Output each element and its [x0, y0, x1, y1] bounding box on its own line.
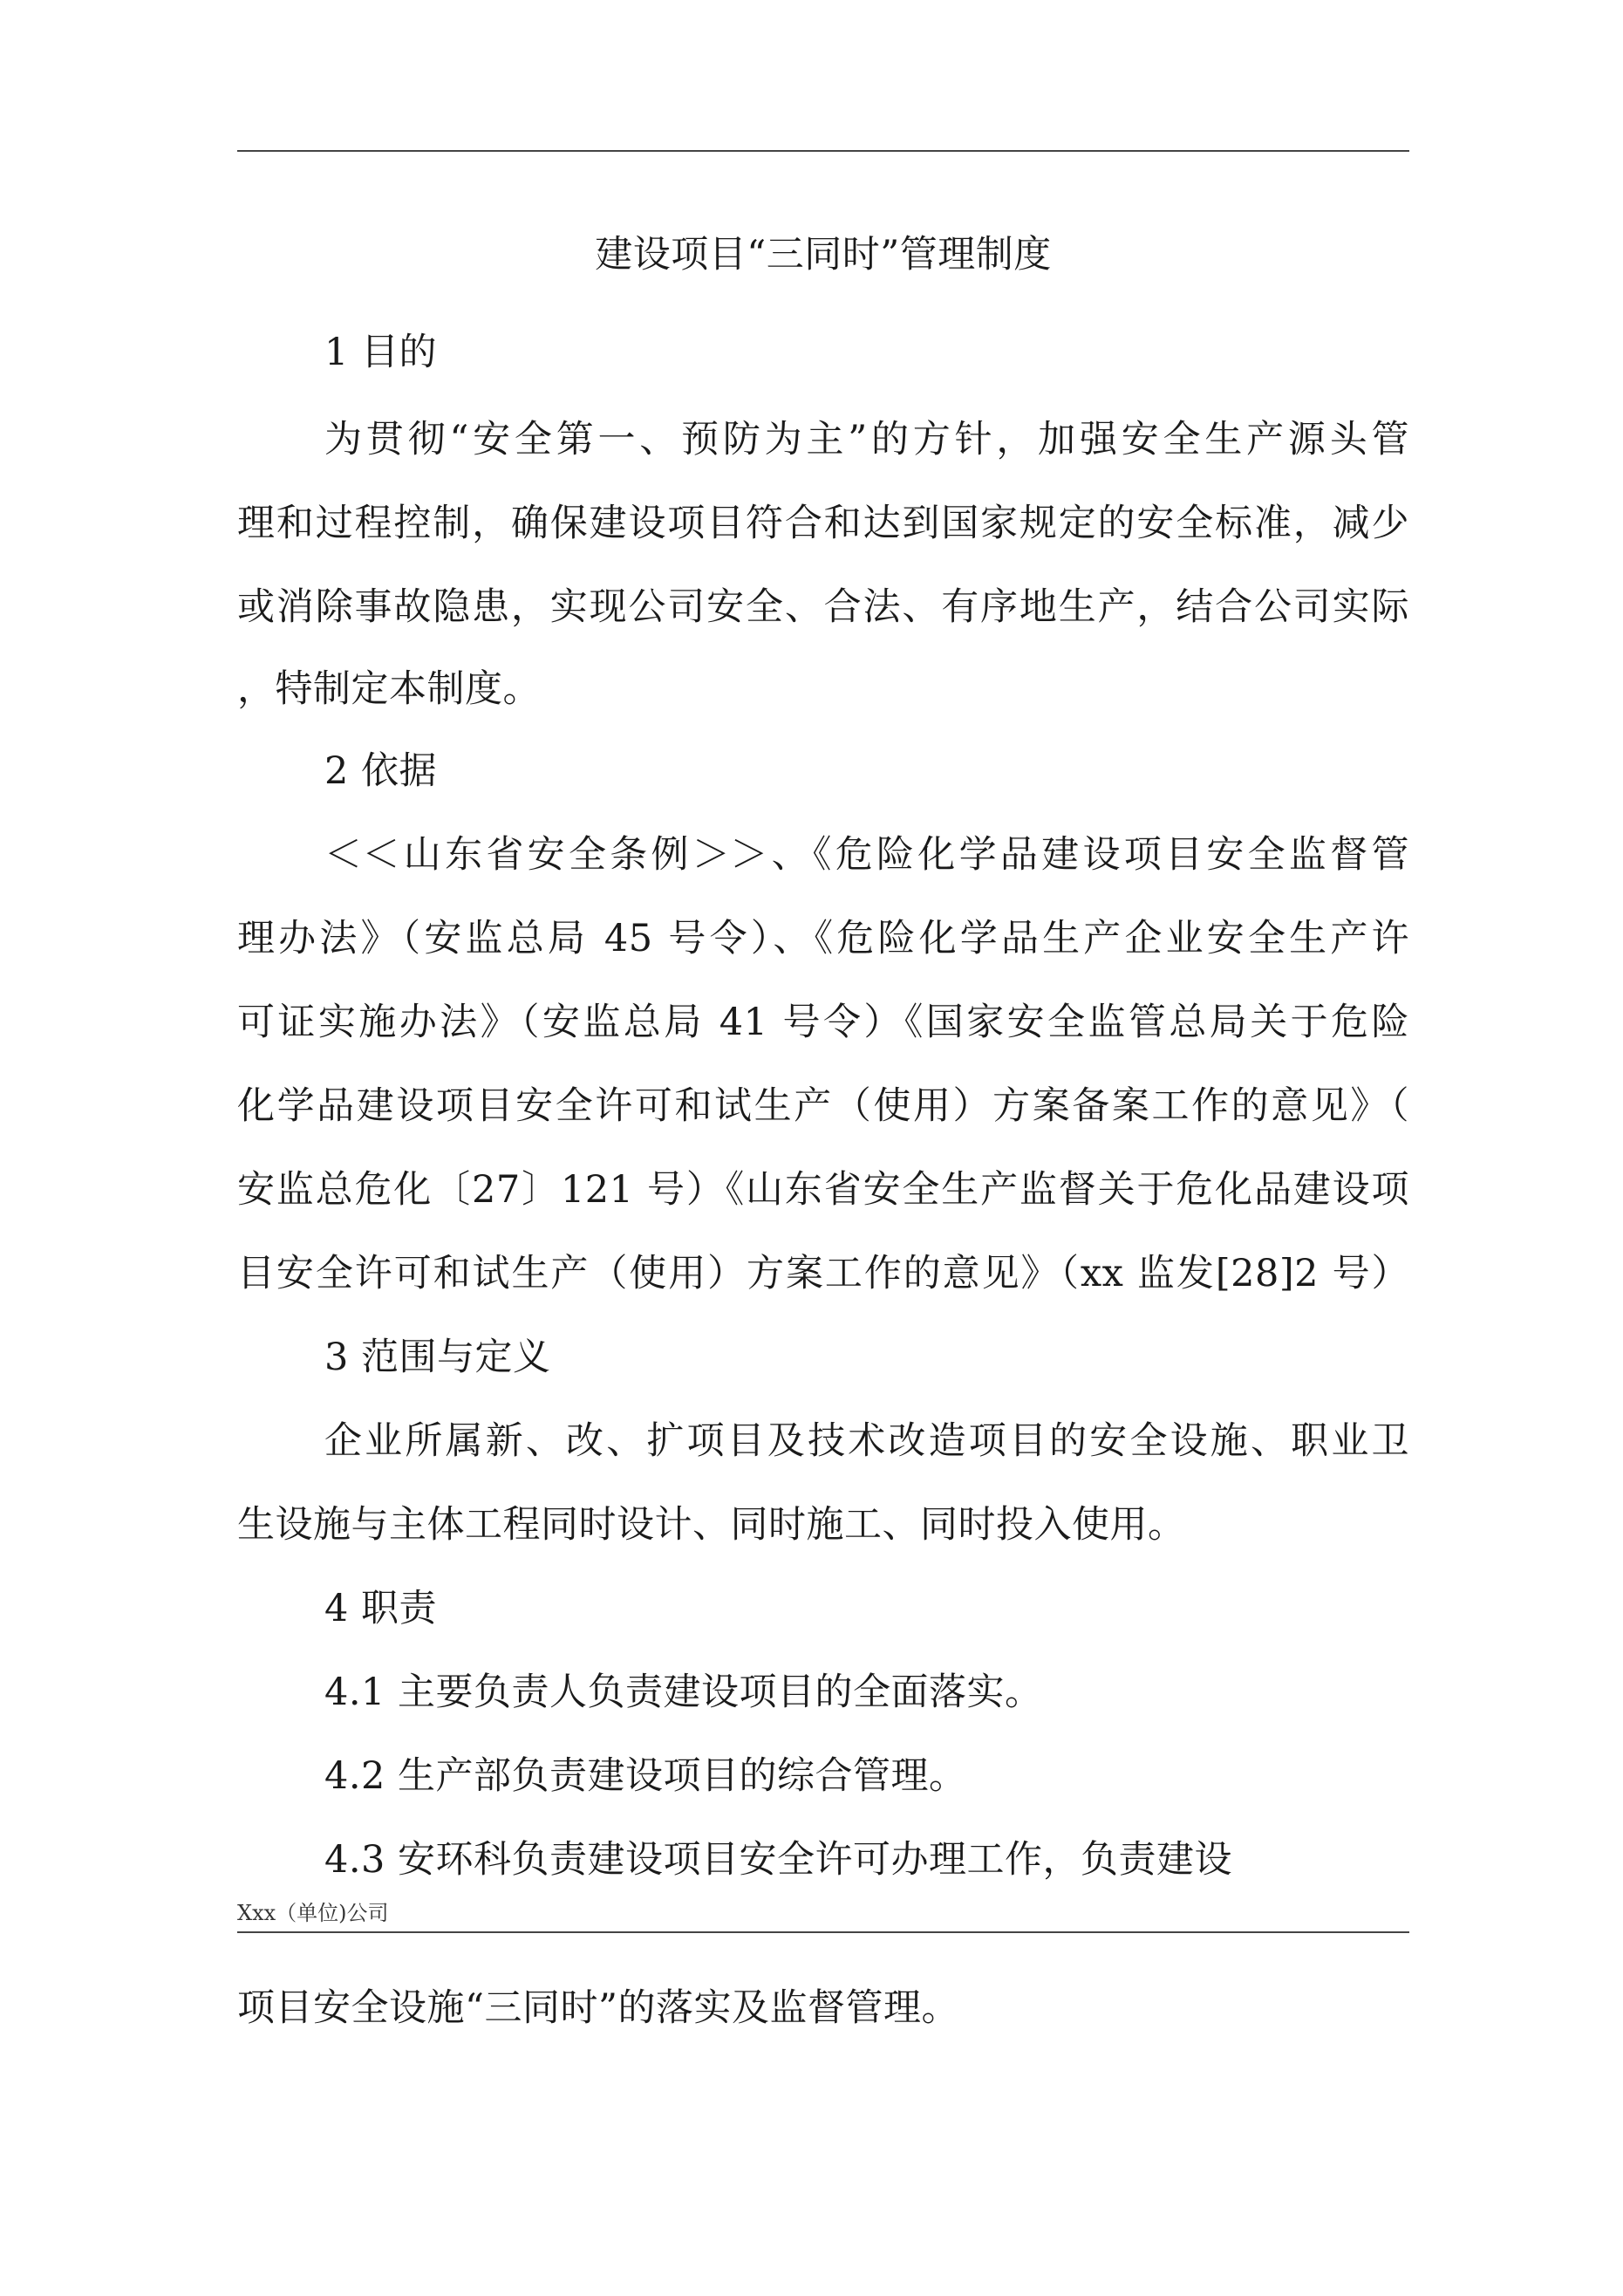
paragraph-line: ＜＜山东省安全条例＞＞、《危险化学品建设项目安全监督管 — [324, 833, 1409, 877]
page-footer: Xxx（单位)公司 — [237, 1901, 389, 1925]
header-rule — [237, 150, 1409, 152]
paragraph-line: 理办法》（安监总局 45 号令）、《危险化学品生产企业安全生产许 — [237, 917, 1409, 960]
section-heading-purpose: 1 目的 — [324, 331, 438, 374]
paragraph-line: ，特制定本制度。 — [237, 667, 541, 711]
paragraph-line: 安监总危化〔27〕121 号）《山东省安全生产监督关于危化品建设项 — [237, 1168, 1409, 1212]
next-page-line: 项目安全设施“三同时”的落实及监督管理。 — [237, 1986, 959, 2030]
paragraph-line: 目安全许可和试生产（使用）方案工作的意见》（xx 监发[28]2 号） — [237, 1252, 1409, 1295]
footer-rule — [237, 1931, 1409, 1933]
paragraph-line: 化学品建设项目安全许可和试生产（使用）方案备案工作的意见》（ — [237, 1084, 1409, 1128]
section-heading-basis: 2 依据 — [324, 749, 438, 793]
paragraph-line: 理和过程控制，确保建设项目符合和达到国家规定的安全标准，减少 — [237, 502, 1409, 545]
duty-item: 4.3 安环科负责建设项目安全许可办理工作，负责建设 — [324, 1838, 1233, 1882]
paragraph-line: 可证实施办法》（安监总局 41 号令）《国家安全监管总局关于危险 — [237, 1001, 1409, 1044]
paragraph-line: 企业所属新、改、扩项目及技术改造项目的安全设施、职业卫 — [324, 1419, 1409, 1463]
section-heading-duties: 4 职责 — [324, 1587, 438, 1630]
duty-item: 4.2 生产部负责建设项目的综合管理。 — [324, 1754, 967, 1798]
document-title: 建设项目“三同时”管理制度 — [595, 233, 1052, 277]
paragraph-line: 为贯彻“安全第一、预防为主”的方针，加强安全生产源头管 — [324, 418, 1409, 461]
paragraph-line: 生设施与主体工程同时设计、同时施工、同时投入使用。 — [237, 1503, 1186, 1547]
paragraph-line: 或消除事故隐患，实现公司安全、合法、有序地生产，结合公司实际 — [237, 585, 1409, 629]
section-heading-scope: 3 范围与定义 — [324, 1336, 551, 1379]
duty-item: 4.1 主要负责人负责建设项目的全面落实。 — [324, 1671, 1043, 1714]
